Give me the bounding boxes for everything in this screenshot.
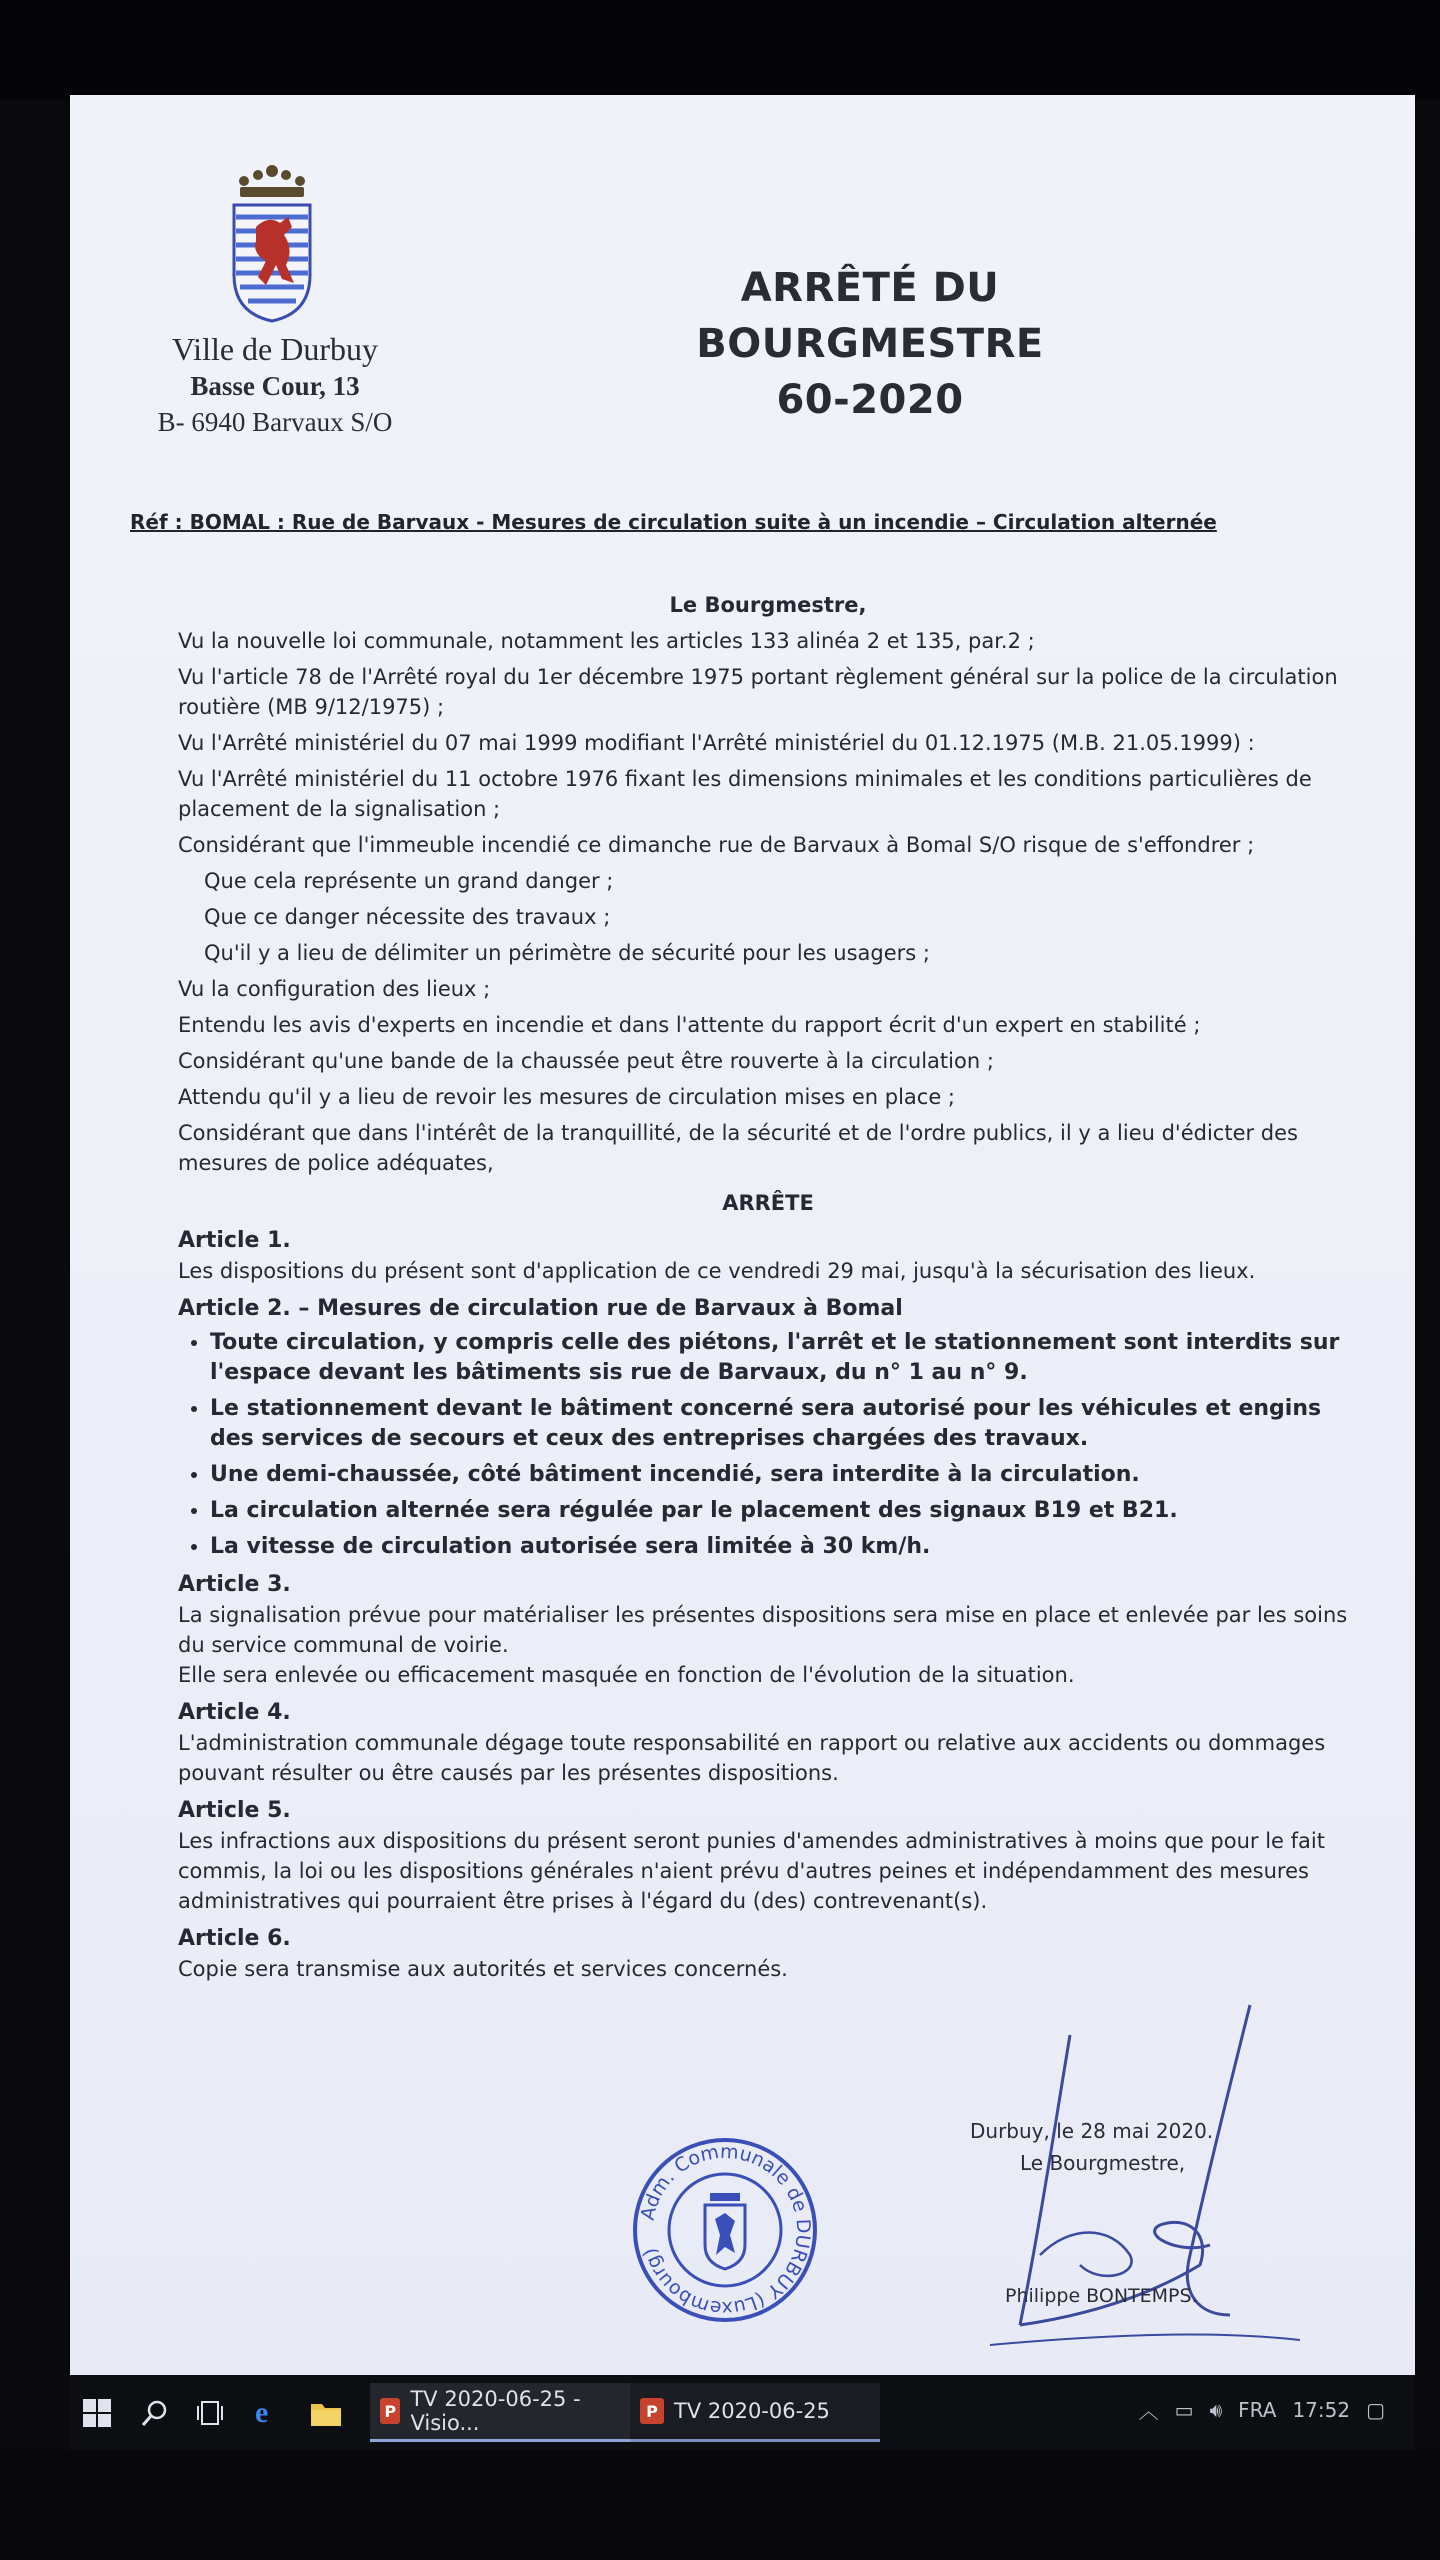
city-name: Ville de Durbuy — [171, 331, 379, 367]
address-postal: B- 6940 Barvaux S/O — [157, 407, 393, 437]
signature-place-date: Durbuy, le 28 mai 2020. — [970, 2119, 1214, 2143]
list-item: • Le stationnement devant le bâtiment concerné sera autorisé pour les véhicules et engins des services de secours et ceux des entreprises chargées des travaux. — [210, 1394, 1358, 1454]
city-address-block — [140, 330, 410, 440]
edge-browser-icon[interactable]: e — [255, 2396, 269, 2429]
powerpoint-icon: P — [380, 2398, 400, 2424]
signature-role: Le Bourgmestre, — [1020, 2151, 1186, 2175]
article-1-title: Article 1. — [178, 1228, 291, 1253]
consideration: Attendu qu'il y a lieu de revoir les mesures de circulation mises en place ; — [178, 1085, 955, 1109]
address-street: Basse Cour, 13 — [190, 371, 360, 401]
article-6-title: Article 6. — [178, 1926, 291, 1951]
list-item: • Une demi-chaussée, côté bâtiment incendié, sera interdite à la circulation. — [210, 1460, 1358, 1490]
consideration: Considérant qu'une bande de la chaussée peut être rouverte à la circulation ; — [178, 1049, 994, 1073]
seal-text: Adm. Communale de DURBUY (Luxembourg) — [636, 2140, 815, 2320]
task-view-icon[interactable] — [195, 2393, 235, 2433]
signature-block — [970, 2115, 1350, 2179]
sub-consideration: Qu'il y a lieu de délimiter un périmètre de sécurité pour les usagers ; — [204, 941, 930, 965]
article-5-title: Article 5. — [178, 1798, 291, 1823]
decree-body — [178, 590, 1358, 1990]
list-item: • La circulation alternée sera régulée par le placement des signaux B19 et B21. — [210, 1496, 1358, 1526]
article-5-text: Les infractions aux dispositions du présent seront punies d'amendes administratives à moins que pour le fait commis, la loi ou les dispositions générales n'aient prévu d'autres peines et indépendamment des mesures administratives qui pourraient être prises à l'égard du (des) contrevenant(s). — [178, 1829, 1325, 1913]
title-line-1: ARRÊTÉ DU BOURGMESTRE — [696, 265, 1044, 367]
consideration: Vu la configuration des lieux ; — [178, 977, 491, 1001]
system-tray — [1139, 2395, 1385, 2424]
consideration: Entendu les avis d'experts en incendie et dans l'attente du rapport écrit d'un expert en stabilité ; — [178, 1013, 1201, 1037]
article-3-text: La signalisation prévue pour matérialiser les présentes dispositions sera mise en place et enlevée par les soins du service communal de voirie. — [178, 1603, 1348, 1657]
battery-icon[interactable]: ▭ — [1174, 2397, 1194, 2422]
windows-start-icon[interactable] — [82, 2393, 122, 2433]
taskbar-app-presentation-2[interactable] — [630, 2383, 880, 2442]
screen — [70, 95, 1415, 2375]
title-line-2: 60-2020 — [776, 377, 964, 423]
article-3-title: Article 3. — [178, 1572, 291, 1597]
consideration: Considérant que dans l'intérêt de la tranquillité, de la sécurité et de l'ordre publics, il y a lieu d'édicter des mesures de police adéquates, — [178, 1121, 1298, 1175]
monitor-bezel-top — [0, 0, 1440, 100]
municipal-seal-stamp — [630, 2135, 820, 2325]
list-item: • Toute circulation, y compris celle des piétons, l'arrêt et le stationnement sont interdits sur l'espace devant les bâtiments sis rue de Barvaux, du n° 1 au n° 9. — [210, 1328, 1358, 1388]
volume-icon[interactable]: 🔊︎ — [1209, 2397, 1223, 2422]
signatory-name: Philippe BONTEMPS. — [1005, 2285, 1198, 2307]
speaker: Le Bourgmestre, — [669, 593, 867, 617]
article-2-list — [178, 1328, 1358, 1562]
powerpoint-icon: P — [640, 2398, 664, 2424]
document-page — [70, 95, 1415, 2375]
article-4-text: L'administration communale dégage toute responsabilité en rapport ou relative aux accidents ou dommages pouvant résulter ou être causés par les présentes dispositions. — [178, 1731, 1326, 1785]
file-explorer-icon[interactable] — [310, 2393, 350, 2433]
monitor-bezel-bottom — [0, 2450, 1440, 2560]
taskbar-app-label: TV 2020-06-25 — [674, 2399, 830, 2423]
coat-of-arms-icon — [222, 165, 322, 325]
consideration: Vu l'article 78 de l'Arrêté royal du 1er décembre 1975 portant règlement général sur la police de la circulation routière (MB 9/12/1975) ; — [178, 665, 1338, 719]
consideration: Vu l'Arrêté ministériel du 07 mai 1999 modifiant l'Arrêté ministériel du 01.12.1975 (M.B. 21.05.1999) : — [178, 731, 1255, 755]
taskbar-app-presentation-1[interactable] — [370, 2383, 630, 2442]
notification-icon[interactable]: ▢ — [1366, 2397, 1385, 2422]
search-icon[interactable] — [140, 2393, 176, 2433]
clock[interactable]: 17:52 — [1292, 2397, 1351, 2422]
article-1-text: Les dispositions du présent sont d'application de ce vendredi 29 mai, jusqu'à la sécurisation des lieux. — [178, 1259, 1256, 1283]
article-4-title: Article 4. — [178, 1700, 291, 1725]
sub-consideration: Que ce danger nécessite des travaux ; — [204, 905, 611, 929]
chevron-up-icon[interactable]: ︿ — [1138, 2399, 1159, 2423]
article-3-text-2: Elle sera enlevée ou efficacement masquée en fonction de l'évolution de la situation. — [178, 1663, 1075, 1687]
decree-heading: ARRÊTE — [722, 1191, 814, 1215]
consideration: Vu la nouvelle loi communale, notamment les articles 133 alinéa 2 et 135, par.2 ; — [178, 629, 1035, 653]
sub-consideration: Que cela représente un grand danger ; — [204, 869, 614, 893]
article-6-text: Copie sera transmise aux autorités et services concernés. — [178, 1957, 788, 1981]
list-item: • La vitesse de circulation autorisée sera limitée à 30 km/h. — [210, 1532, 1358, 1562]
decree-title — [590, 260, 1150, 428]
consideration: Considérant que l'immeuble incendié ce dimanche rue de Barvaux à Bomal S/O risque de s'effondrer ; — [178, 833, 1255, 857]
language-indicator[interactable]: FRA — [1238, 2397, 1277, 2422]
reference-line: Réf : BOMAL : Rue de Barvaux - Mesures de circulation suite à un incendie – Circulation alternée — [130, 510, 1217, 534]
article-2-title: Article 2. – Mesures de circulation rue de Barvaux à Bomal — [178, 1296, 903, 1321]
taskbar — [70, 2375, 1415, 2450]
consideration: Vu l'Arrêté ministériel du 11 octobre 1976 fixant les dimensions minimales et les conditions particulières de placement de la signalisation ; — [178, 767, 1312, 821]
taskbar-app-label: TV 2020-06-25 - Visio... — [410, 2387, 581, 2435]
